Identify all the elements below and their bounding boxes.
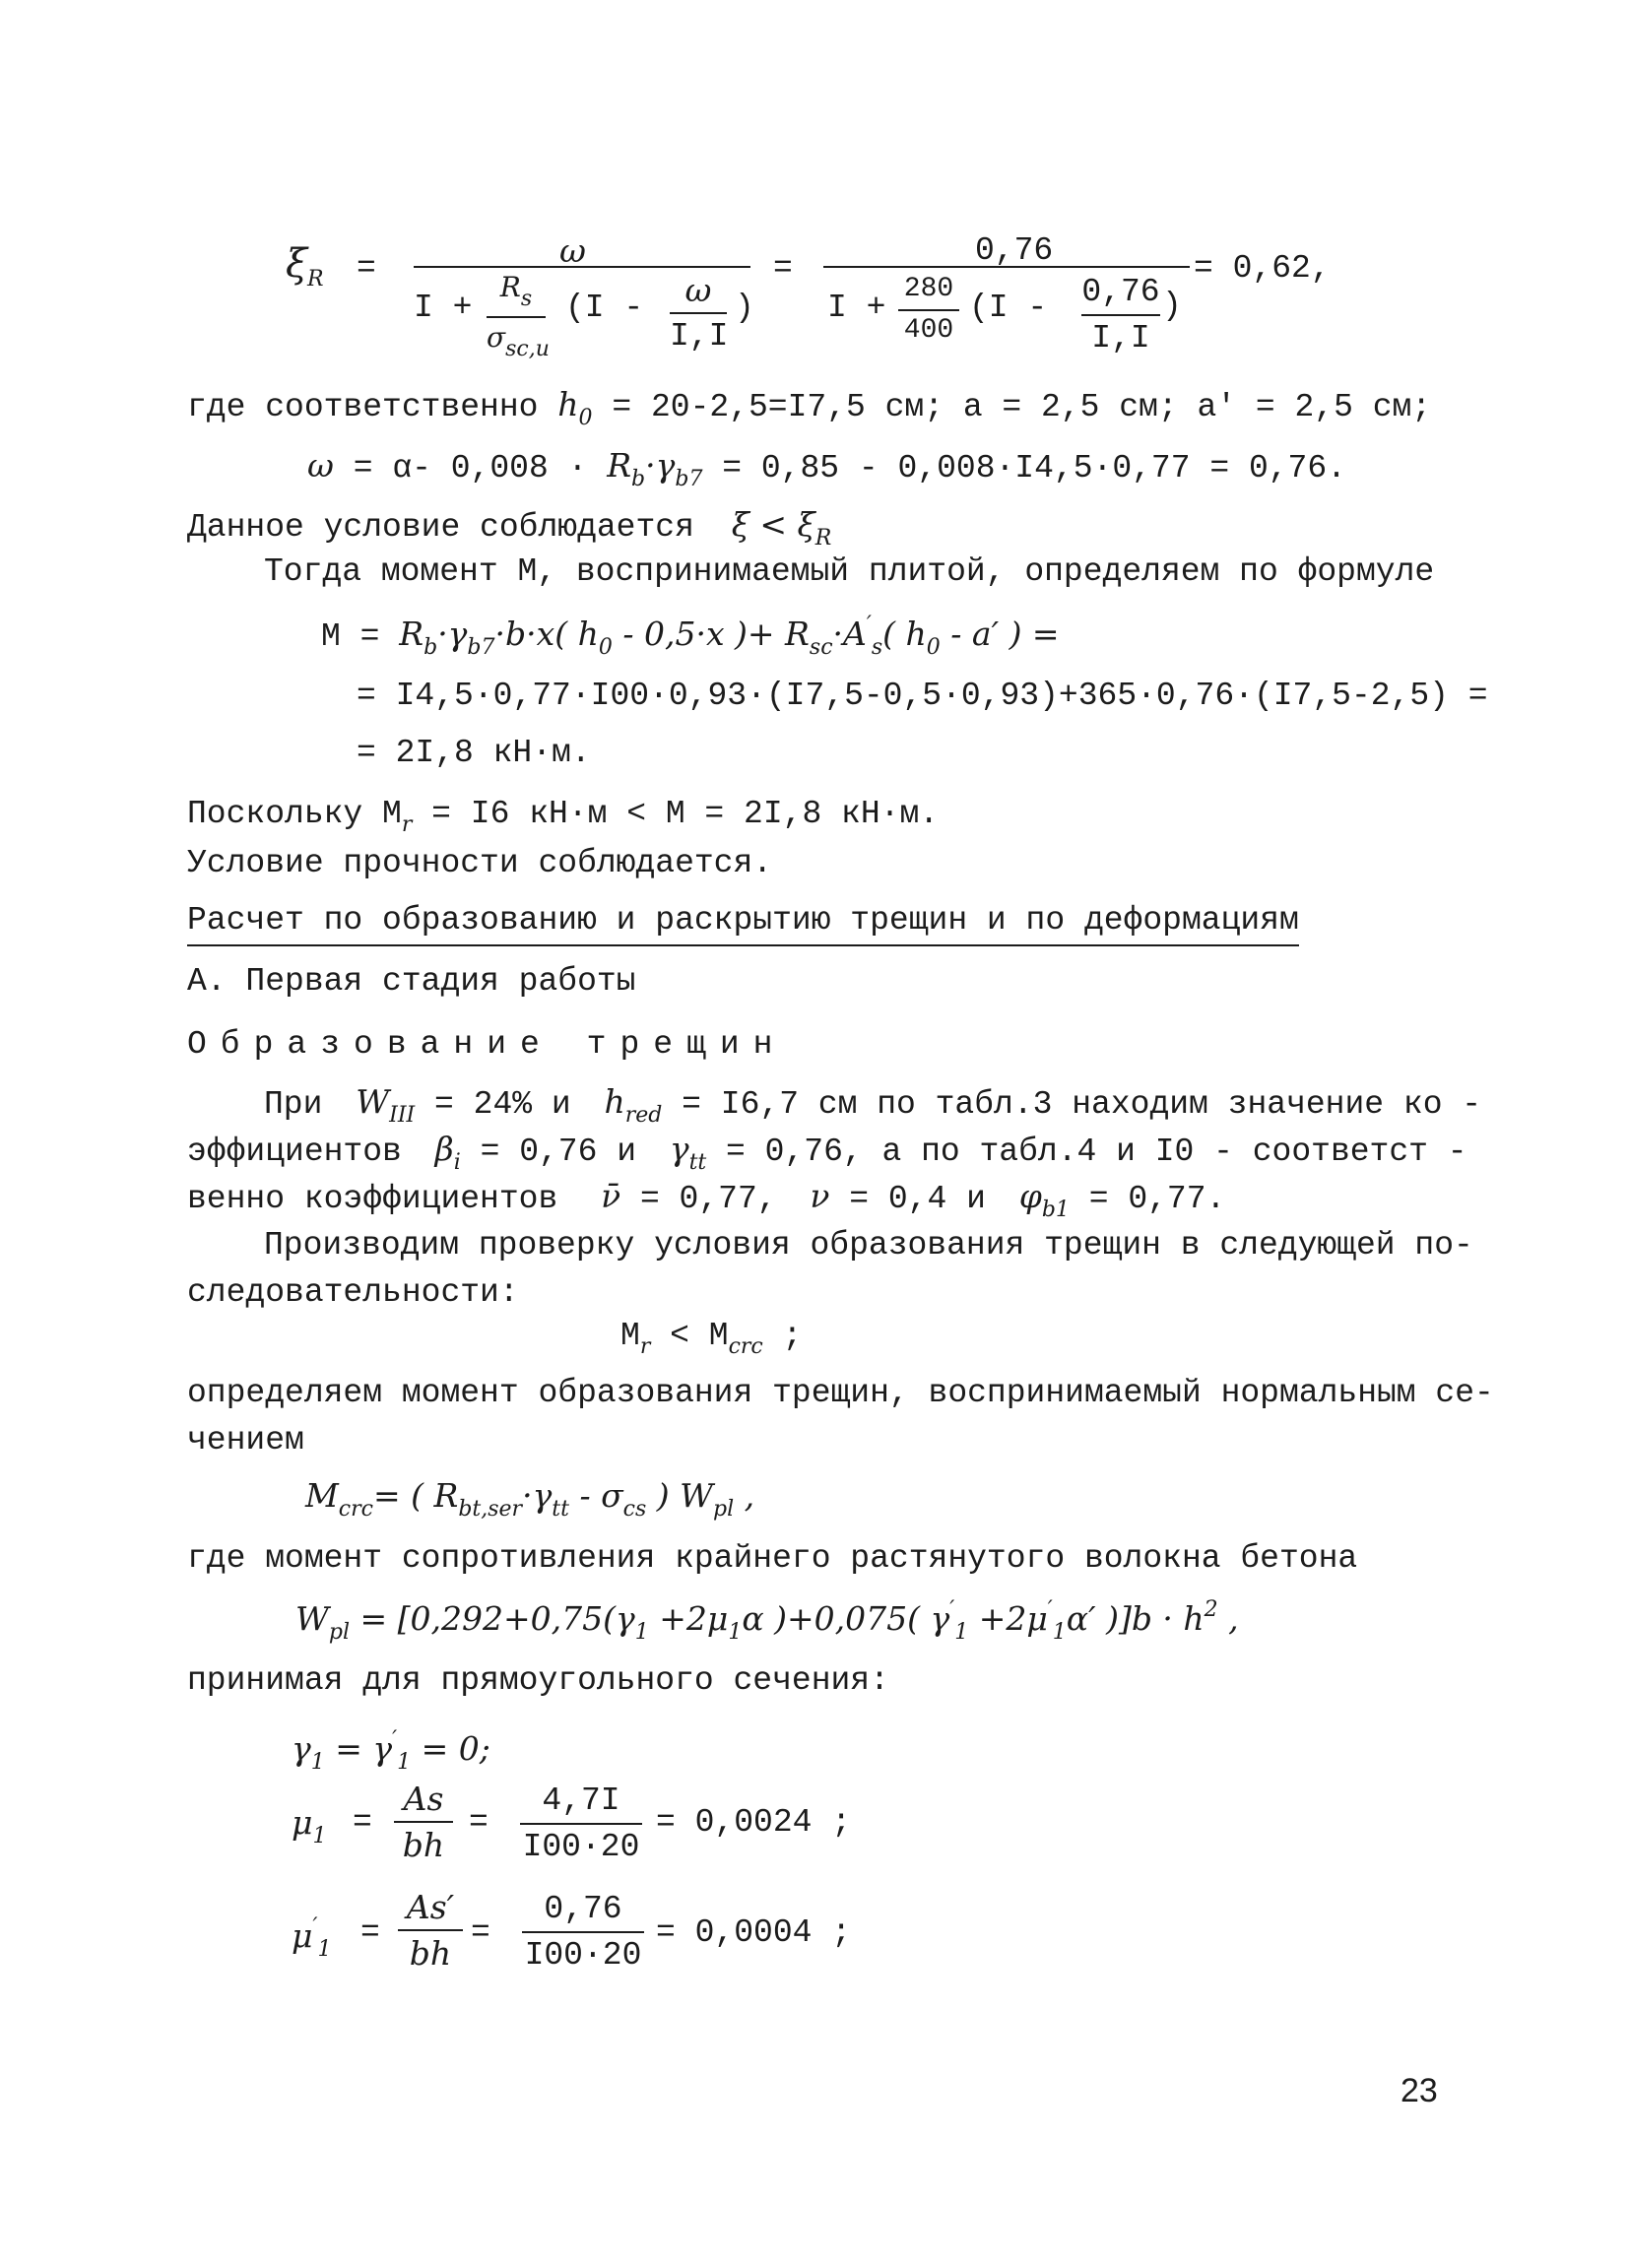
stage-heading: А. Первая стадия работы xyxy=(187,963,636,1000)
denominator-2a: I + xyxy=(827,290,886,326)
omega-numerator: ω xyxy=(559,231,586,270)
denominator-1a: I + xyxy=(414,290,473,326)
accept-line: принимая для прямоугольного сечения: xyxy=(187,1662,889,1699)
denominator-1c: ) xyxy=(735,290,754,326)
fraction-bar xyxy=(414,266,750,268)
moment-formula: $M = R_b\cdot\gamma_{b7}\cdot b\cdot x$( $h_0 - 0,5\cdot x$ )+ $R_{sc}\cdot A'_s$( $h_0 - a'$ ) = xyxy=(321,613,1060,660)
mu1-prime-result: = 0,0004 ; xyxy=(656,1914,852,1951)
section-heading-calculation: Расчет по образованию и раскрытию трещин и по деформациям xyxy=(187,904,1299,937)
mu1-result: = 0,0024 ; xyxy=(656,1804,852,1841)
mu1-prime-symbol: $\mu'_1$ xyxy=(292,1914,332,1962)
wpl-formula: $W_{pl} = [0,292+0,75(\gamma_1 +2\mu_1\alpha$ )+0,075( $\gamma'_1 +2\mu'_1\alpha'$ )]$b \cdot h^2$ , xyxy=(295,1597,1239,1645)
para1-line1: При $W_{III} = 24\%$ и $h_{red} = I6,7$ см по табл.3 находим значение ко - xyxy=(264,1082,1482,1128)
denominator-1b: (I - xyxy=(565,290,644,326)
condition-mr-mcrc: $M_r < M_{crc}$ ; xyxy=(620,1318,803,1359)
rs-over-sigma-fraction: $R_s$ $\sigma_{sc,u}$ xyxy=(487,271,550,361)
para1-line2: эффициентов $\beta_i = 0,76$ и $\gamma_{tt} = 0,76$, а по табл.4 и I0 - соответст - xyxy=(187,1130,1467,1175)
076-over-2000-fraction: 0,76 I00·20 xyxy=(522,1893,644,1972)
mu1-symbol: $\mu_1$ xyxy=(292,1803,327,1848)
gamma-line: $\gamma_1 = \gamma'_1 = 0$; xyxy=(292,1727,490,1775)
equals-sign: = xyxy=(773,250,793,287)
equals-sign: = xyxy=(360,1914,380,1951)
moment-result: = 2I,8 кН·м. xyxy=(357,735,591,771)
as-over-bh-fraction: As bh xyxy=(394,1782,453,1861)
since-line: Поскольку $М_r = I6$ кН·м < М = 2I,8 кН·м. xyxy=(187,796,940,837)
equals-sign: = xyxy=(357,250,376,287)
xi-r-result: = 0,62, xyxy=(1194,250,1331,287)
page-number: 23 xyxy=(1400,2072,1438,2109)
condition-line: Данное условие соблюдается $\xi < \xi_R$ xyxy=(187,505,832,551)
para3-line2: чением xyxy=(187,1422,304,1458)
equals-sign: = xyxy=(353,1804,372,1841)
where-wpl-line: где момент сопротивления крайнего растянутого волокна бетона xyxy=(187,1540,1358,1577)
omega-over-11-fraction: ω I,I xyxy=(670,271,729,355)
equals-sign: = xyxy=(469,1804,488,1841)
cracks-heading: Образование трещин xyxy=(187,1026,787,1063)
moment-intro: Тогда момент М, воспринимаемый плитой, определяем по формуле xyxy=(264,553,1435,590)
para3-line1: определяем момент образования трещин, воспринимаемый нормальным се- xyxy=(187,1375,1494,1411)
equals-sign: = xyxy=(471,1914,490,1951)
076-over-11-fraction: 0,76 I,I xyxy=(1081,274,1160,356)
mcrc-formula: $M_{crc}=$ ( $R_{bt,ser}\cdot\gamma_{tt} - \sigma_{cs}$ ) $W_{pl}$ , xyxy=(305,1476,755,1522)
strength-line: Условие прочности соблюдается. xyxy=(187,845,773,881)
471-over-2000-fraction: 4,7I I00·20 xyxy=(520,1784,642,1863)
para2-line2: следовательности: xyxy=(187,1274,519,1311)
omega-line: ω = α- $0,008 \cdot R_b\cdot\gamma_{b7} = 0,85 - 0,008\cdot I4,5\cdot 0,77 = 0,76$. xyxy=(307,446,1346,491)
where-h0-line: где соответственно $h_0 = 20-2,5=I7,5$ см; a = 2,5 см; a′ = 2,5 см; xyxy=(187,385,1432,430)
xi-r-symbol: $\xi_R$ xyxy=(286,241,324,292)
denominator-2b: (I - xyxy=(969,290,1048,326)
denominator-2c: ) xyxy=(1162,288,1182,324)
numerator-076: 0,76 xyxy=(975,232,1054,269)
para1-line3: венно коэффициентов ν̄ = 0,77, ν = 0,4 и $\varphi_{b1} = 0,77$. xyxy=(187,1177,1226,1222)
280-over-400-fraction: 280 400 xyxy=(898,276,959,345)
fraction-bar xyxy=(823,266,1190,268)
as-prime-over-bh-fraction: As′ bh xyxy=(398,1891,463,1970)
moment-substitution: = I4,5·0,77·I00·0,93·(I7,5-0,5·0,93)+365·0,76·(I7,5-2,5) = xyxy=(357,678,1488,714)
para2-line1: Производим проверку условия образования трещин в следующей по- xyxy=(264,1227,1473,1264)
